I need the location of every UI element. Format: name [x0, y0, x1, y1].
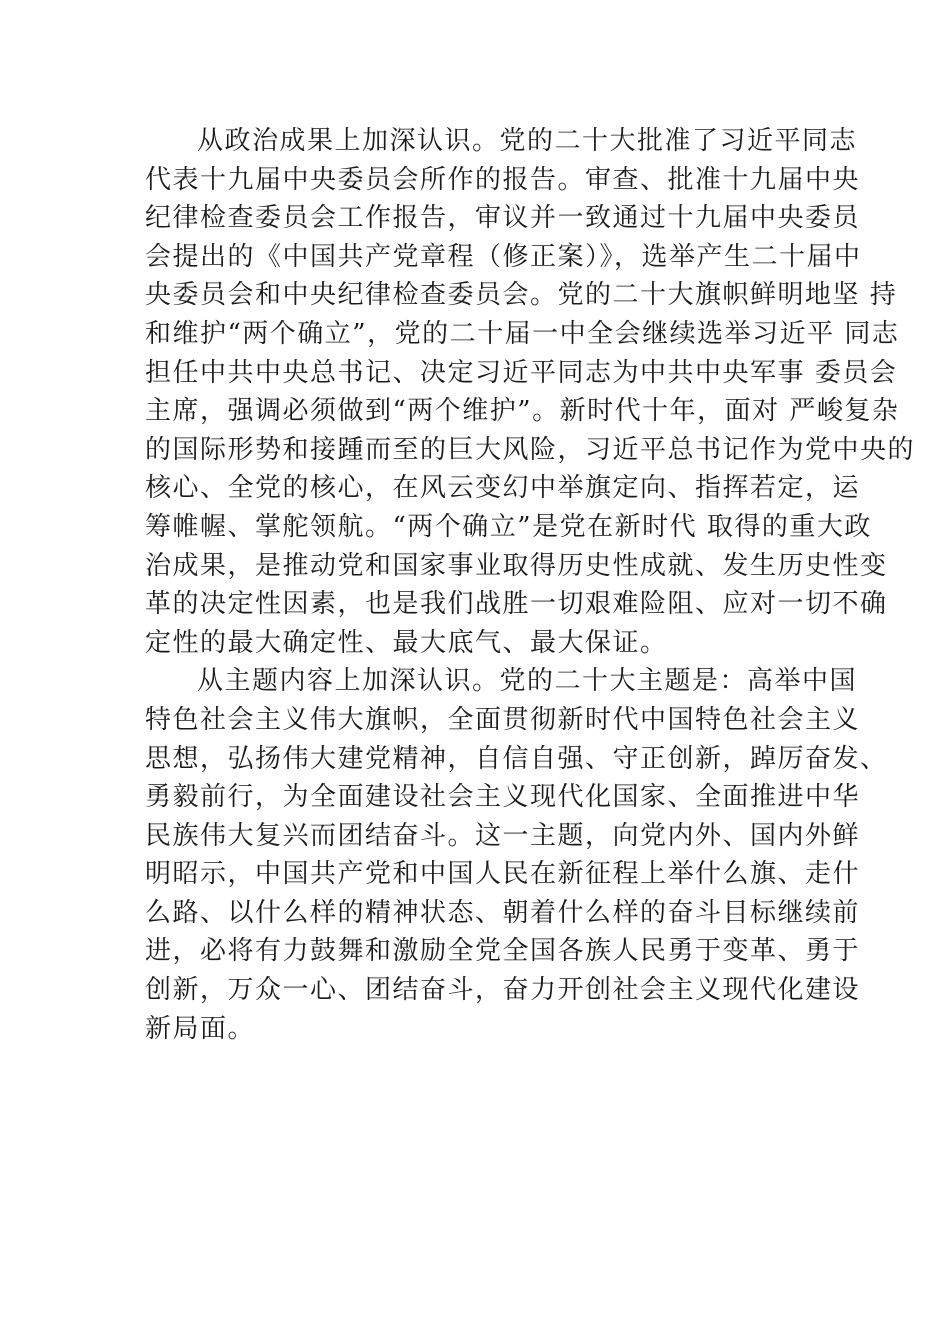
- text-line: 和维护“两个确立”，党的二十届一中全会继续选举习近平 同志: [145, 318, 900, 349]
- text-line: 从主题内容上加深认识。党的二十大主题是：高举中国: [197, 666, 858, 697]
- text-line: 从政治成果上加深认识。党的二十大批准了习近平同志: [197, 126, 858, 156]
- text-line: 么路、以什么样的精神状态、朝着什么样的奋斗目标继续前: [145, 897, 861, 928]
- text-line: 核心、全党的核心，在风云变幻中举旗定向、指挥若定，运: [145, 473, 861, 504]
- document-body: [145, 122, 916, 1048]
- paragraph-political-achievements: [145, 122, 916, 662]
- text-line: 主席，强调必须做到“两个维护”。新时代十年，面对 严峻复杂: [145, 396, 900, 427]
- text-line: 民族伟大复兴而团结奋斗。这一主题，向党内外、国内外鲜: [145, 820, 861, 851]
- text-line: 治成果，是推动党和国家事业取得历史性成就、发生历史性变: [145, 550, 888, 581]
- text-line: 会提出的《中国共产党章程（修正案）》，选举产生二十届中: [145, 241, 862, 272]
- text-line: 代表十九届中央委员会所作的报告。审查、批准十九届中央: [145, 164, 861, 195]
- text-line: 进，必将有力鼓舞和激励全党全国各族人民勇于变革、勇于: [145, 936, 861, 967]
- text-line: 新局面。: [145, 1013, 256, 1044]
- text-line: 担任中共中央总书记、决定习近平同志为中共中央军事 委员会: [145, 357, 898, 388]
- text-line: 筹帷幄、掌舵领航。“两个确立”是党在新时代 取得的重大政: [145, 511, 872, 542]
- text-line: 勇毅前行，为全面建设社会主义现代化国家、全面推进中华: [145, 782, 861, 813]
- text-line: 思想，弘扬伟大建党精神，自信自强、守正创新，踔厉奋发、: [145, 743, 888, 774]
- text-line: 革的决定性因素，也是我们战胜一切艰难险阻、应对一切不确: [145, 589, 888, 620]
- text-line: 定性的最大确定性、最大底气、最大保证。: [145, 627, 668, 658]
- text-line: 特色社会主义伟大旗帜，全面贯彻新时代中国特色社会主义: [145, 704, 861, 735]
- paragraph-theme-content: [145, 662, 888, 1048]
- text-line: 创新，万众一心、团结奋斗，奋力开创社会主义现代化建设: [145, 975, 861, 1006]
- text-line: 明昭示，中国共产党和中国人民在新征程上举什么旗、走什: [145, 859, 861, 890]
- text-line: 央委员会和中央纪律检查委员会。党的二十大旗帜鲜明地坚 持: [145, 280, 898, 311]
- text-line: 的国际形势和接踵而至的巨大风险，习近平总书记作为党中央的: [145, 434, 916, 465]
- text-line: 纪律检查委员会工作报告，审议并一致通过十九届中央委员: [145, 203, 861, 234]
